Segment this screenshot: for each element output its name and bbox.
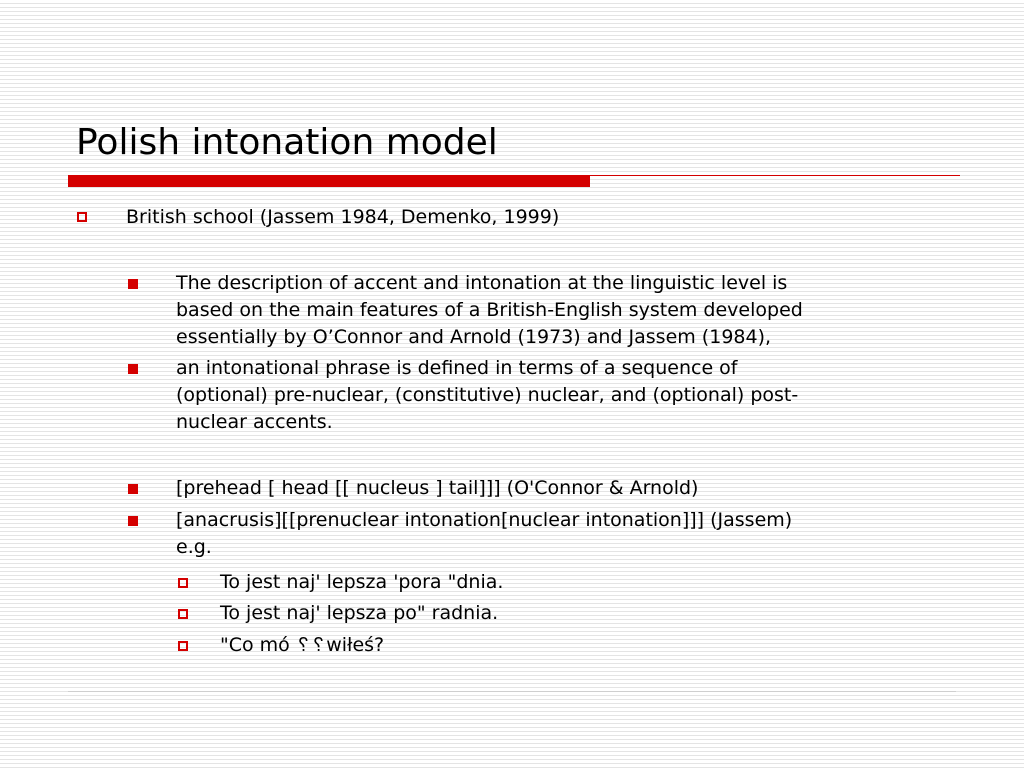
bullet-line: [prehead [ head [[ nucleus ] tail]]] (O'Connor & Arnold) <box>176 477 699 499</box>
title-underline-thin <box>590 175 960 176</box>
bullet-line: (optional) pre-nuclear, (constitutive) nuclear, and (optional) post- <box>176 384 799 406</box>
filled-square-icon <box>128 516 138 526</box>
example-text: "Co mó ␦␦wiłeś? <box>220 634 385 656</box>
bullet-line: e.g. <box>176 536 212 558</box>
bullet-line: [anacrusis][[prenuclear intonation[nuclear intonation]]] (Jassem) <box>176 509 793 531</box>
bullet-line: based on the main features of a British-English system developed <box>176 299 803 321</box>
title-underline-bar <box>68 175 590 187</box>
example-item-3 <box>220 632 384 659</box>
hollow-square-icon <box>178 578 188 588</box>
slide-title: Polish intonation model <box>76 122 498 163</box>
bullet-item-3 <box>176 475 698 502</box>
bullet-item-2 <box>176 355 798 436</box>
example-text: To jest naj' lepsza 'pora "dnia. <box>220 571 504 593</box>
hollow-square-icon <box>77 212 87 222</box>
filled-square-icon <box>128 484 138 494</box>
example-text: To jest naj' lepsza po" radnia. <box>220 602 499 624</box>
bullet-item-4 <box>176 507 792 561</box>
example-item-1 <box>220 569 503 596</box>
bullet-line: nuclear accents. <box>176 411 333 433</box>
hollow-square-icon <box>178 609 188 619</box>
hollow-square-icon <box>178 641 188 651</box>
example-item-2 <box>220 600 498 627</box>
bullet-level1-text: British school (Jassem 1984, Demenko, 1999) <box>126 206 560 228</box>
filled-square-icon <box>128 364 138 374</box>
bullet-item-1 <box>176 270 803 351</box>
bullet-line: The description of accent and intonation at the linguistic level is <box>176 272 788 294</box>
footer-divider <box>68 691 956 692</box>
bullet-level1 <box>126 204 559 231</box>
filled-square-icon <box>128 279 138 289</box>
bullet-line: essentially by O’Connor and Arnold (1973) and Jassem (1984), <box>176 326 772 348</box>
bullet-line: an intonational phrase is defined in terms of a sequence of <box>176 357 738 379</box>
